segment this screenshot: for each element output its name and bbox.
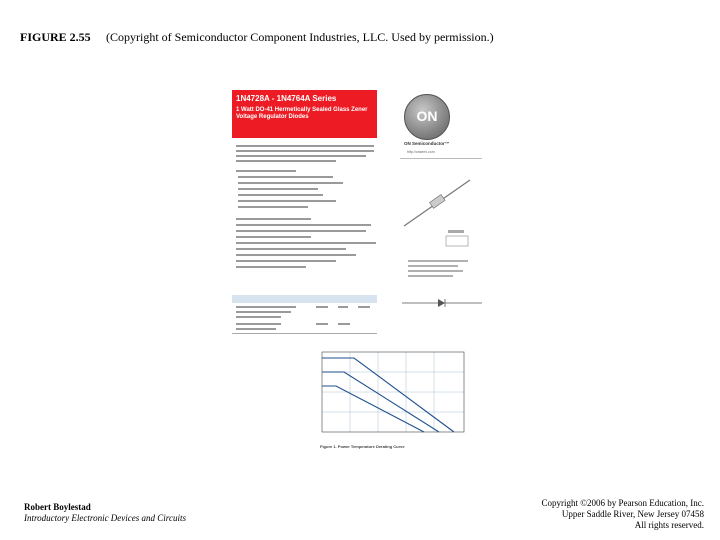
brand-url: http://onsemi.com — [407, 150, 435, 154]
brand-name: ON Semiconductor™ — [404, 141, 450, 146]
footer-right — [541, 498, 704, 531]
ratings-table-body — [232, 303, 377, 334]
author-name: Robert Boylestad — [24, 502, 91, 512]
datasheet-title-banner — [232, 90, 377, 138]
brand-divider — [400, 158, 482, 159]
ratings-table-header — [232, 295, 377, 303]
datasheet-description: 1 Watt DO-41 Hermetically Sealed Glass Zener Voltage Regulator Diodes — [236, 107, 368, 120]
diode-schematic-symbol — [398, 296, 486, 310]
graph-caption: Figure 1. Power Temperature Derating Curve — [320, 444, 405, 449]
power-derating-graph — [304, 342, 474, 442]
datasheet-series: 1N4728A - 1N4764A Series — [236, 94, 337, 103]
rights-line: All rights reserved. — [634, 520, 704, 530]
datasheet-image — [232, 90, 488, 452]
figure-label: FIGURE 2.55 — [20, 30, 91, 44]
copyright-line: Copyright ©2006 by Pearson Education, Inc. — [541, 498, 704, 508]
diode-package-illustration — [400, 174, 484, 260]
address-line: Upper Saddle River, New Jersey 07458 — [561, 509, 704, 519]
figure-caption: (Copyright of Semiconductor Component Industries, LLC. Used by permission.) — [106, 30, 494, 44]
footer-left — [24, 502, 186, 524]
on-semiconductor-logo — [404, 94, 450, 140]
logo-text: ON — [416, 108, 438, 124]
book-title: Introductory Electronic Devices and Circuits — [24, 513, 186, 523]
